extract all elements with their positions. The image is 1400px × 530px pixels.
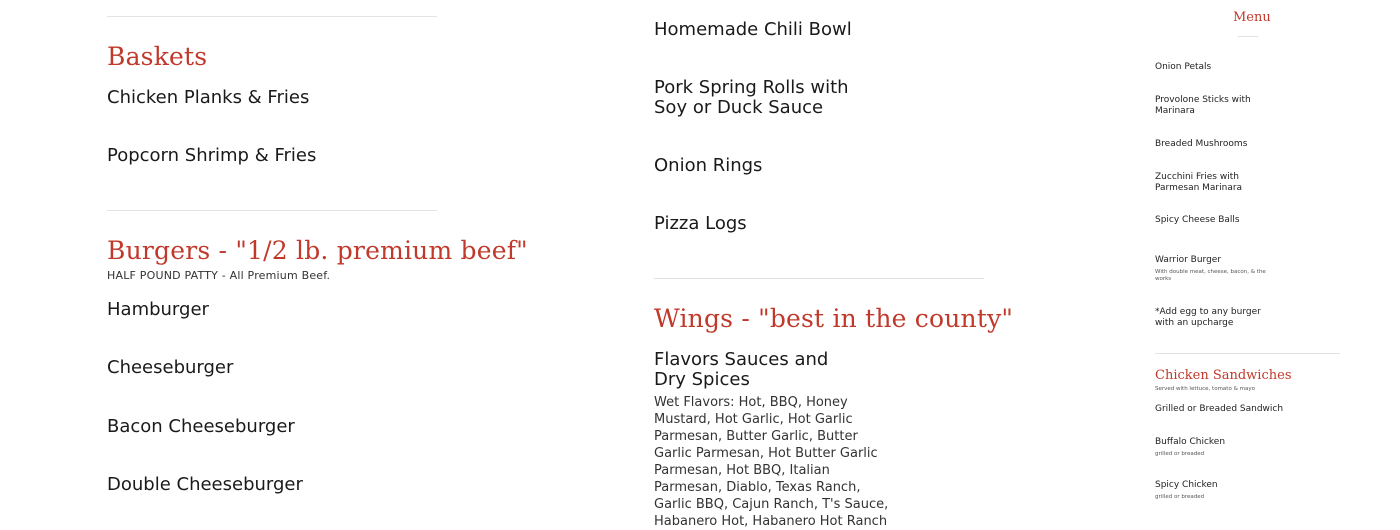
divider [1155, 353, 1340, 354]
menu-item[interactable]: Pork Spring Rolls with Soy or Duck Sauce [654, 77, 849, 118]
divider [654, 278, 984, 279]
menu-item[interactable]: Homemade Chili Bowl [654, 19, 852, 40]
sidebar-item[interactable]: Zucchini Fries with Parmesan Marinara [1155, 172, 1243, 193]
divider [1238, 36, 1258, 37]
sidebar-item[interactable]: Spicy Cheese Balls [1155, 215, 1240, 225]
menu-item[interactable]: Chicken Planks & Fries [107, 87, 310, 108]
sidebar-item[interactable]: Provolone Sticks with Marinara [1155, 95, 1251, 116]
sidebar-item[interactable]: Grilled or Breaded Sandwich [1155, 404, 1284, 414]
item-description: Wet Flavors: Hot, BBQ, Honey Mustard, Hot Garlic, Hot Garlic Parmesan, Butter Garlic, Butter Garlic Parmesan, Hot Butter Garlic Parmesan, Hot BBQ, Italian Parmesan, Diablo, Texas Ranch, Garlic BBQ, Cajun Ranch, T's Sauce, Habanero Hot, Habanero Hot Ranch [654, 395, 889, 529]
sidebar-item[interactable]: Buffalo Chicken [1155, 437, 1226, 447]
sidebar-item[interactable]: *Add egg to any burger with an upcharge [1155, 307, 1261, 328]
sidebar-category-note: Served with lettuce, tomato & mayo [1155, 386, 1255, 392]
sidebar-item[interactable]: Breaded Mushrooms [1155, 139, 1248, 149]
menu-item[interactable]: Bacon Cheeseburger [107, 416, 295, 437]
menu-item[interactable]: Double Cheeseburger [107, 474, 303, 495]
sidebar-item-note: grilled or breaded [1155, 494, 1205, 500]
menu-item[interactable]: Popcorn Shrimp & Fries [107, 145, 317, 166]
menu-item[interactable]: Hamburger [107, 299, 209, 320]
category-title-burgers: Burgers - "1/2 lb. premium beef" [107, 236, 528, 265]
menu-item[interactable]: Pizza Logs [654, 213, 747, 234]
sidebar-item-note: grilled or breaded [1155, 451, 1205, 457]
divider [107, 16, 437, 17]
category-note: HALF POUND PATTY - All Premium Beef. [107, 269, 331, 282]
sidebar-category-title: Chicken Sandwiches [1155, 368, 1292, 383]
menu-item[interactable]: Cheeseburger [107, 357, 234, 378]
divider [107, 210, 437, 211]
category-title-baskets: Baskets [107, 42, 208, 71]
sidebar-item[interactable]: Onion Petals [1155, 62, 1212, 72]
sidebar-item-note: With double meat, cheese, bacon, & the works [1155, 269, 1266, 282]
sidebar-item[interactable]: Warrior Burger [1155, 255, 1222, 265]
sidebar-item[interactable]: Spicy Chicken [1155, 480, 1218, 490]
category-title-wings: Wings - "best in the county" [654, 304, 1014, 333]
menu-item[interactable]: Onion Rings [654, 155, 763, 176]
sidebar-title: Menu [1233, 10, 1271, 25]
menu-item[interactable]: Flavors Sauces and Dry Spices [654, 349, 829, 390]
